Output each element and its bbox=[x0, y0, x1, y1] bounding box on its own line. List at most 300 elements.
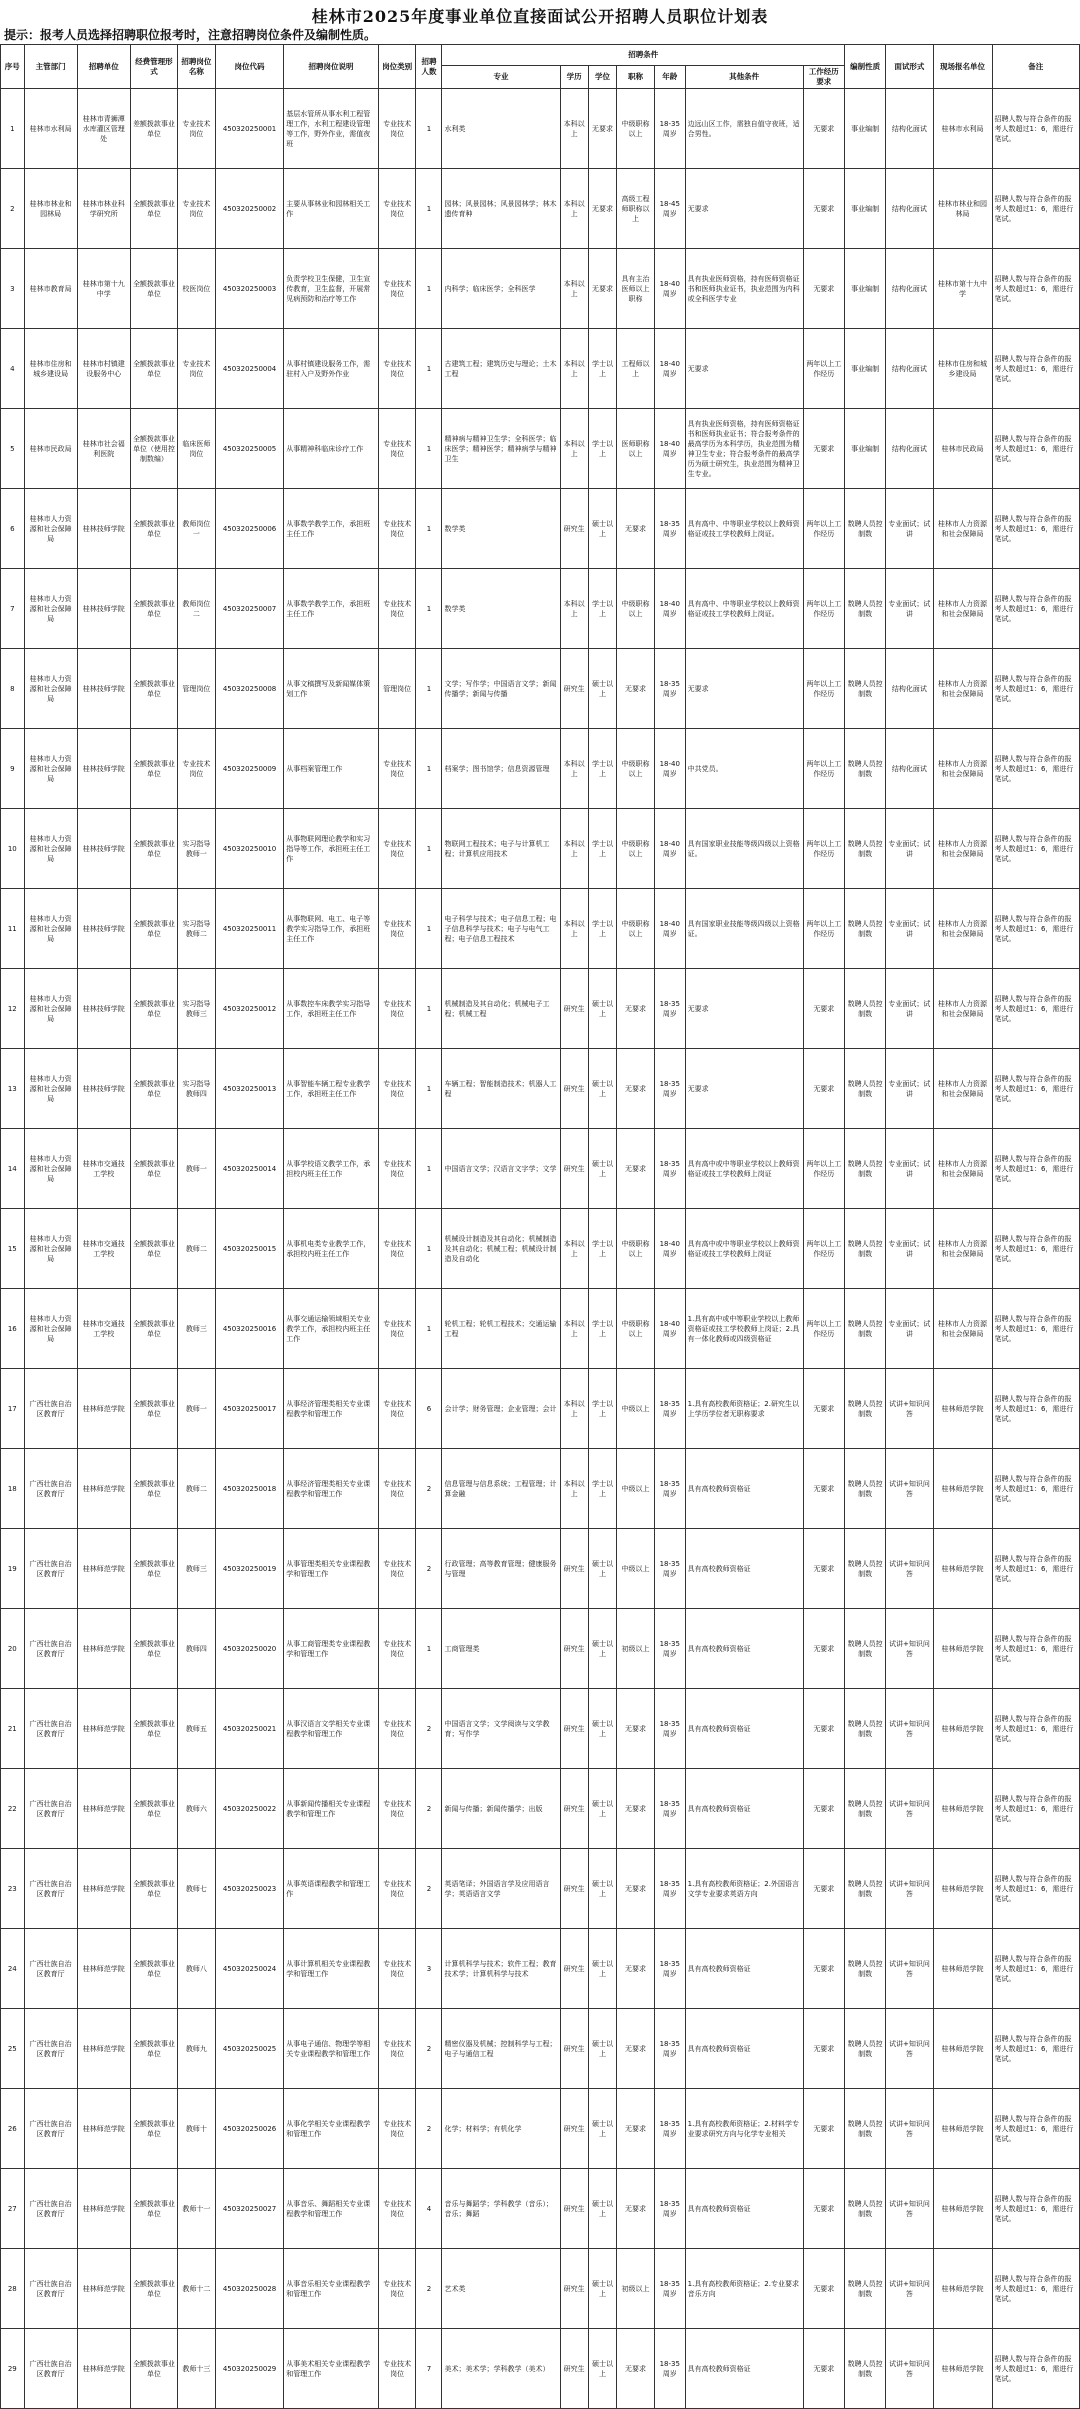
cell-exp: 无要求 bbox=[803, 2009, 844, 2089]
cell-funding: 全额拨款事业单位 bbox=[130, 1289, 177, 1369]
cell-degree: 硕士以上 bbox=[588, 2009, 616, 2089]
cell-funding: 差额拨款事业单位 bbox=[130, 89, 177, 169]
cell-exp: 两年以上工作经历 bbox=[803, 569, 844, 649]
cell-age: 18-35周岁 bbox=[654, 2009, 685, 2089]
cell-staffing: 数聘人员控制数 bbox=[844, 969, 885, 1049]
table-row bbox=[1, 2329, 1080, 2409]
cell-age: 18-35周岁 bbox=[654, 1449, 685, 1529]
cell-remark: 招聘人数与符合条件的报考人数超过1：6，需进行笔试。 bbox=[992, 889, 1079, 969]
cell-remark: 招聘人数与符合条件的报考人数超过1：6，需进行笔试。 bbox=[992, 969, 1079, 1049]
cell-seq: 12 bbox=[1, 969, 25, 1049]
cell-post-type: 专业技术岗位 bbox=[378, 1929, 416, 2009]
cell-interview: 专业面试；试讲 bbox=[886, 489, 933, 569]
cell-other: 具有高校教师资格证 bbox=[685, 1609, 803, 1689]
cell-remark: 招聘人数与符合条件的报考人数超过1：6，需进行笔试。 bbox=[992, 1209, 1079, 1289]
cell-interview: 专业面试；试讲 bbox=[886, 1049, 933, 1129]
cell-staffing: 数聘人员控制数 bbox=[844, 2089, 885, 2169]
cell-unit: 桂林技师学院 bbox=[77, 729, 130, 809]
cell-staffing: 数聘人员控制数 bbox=[844, 2009, 885, 2089]
cell-exp: 两年以上工作经历 bbox=[803, 649, 844, 729]
cell-title: 无要求 bbox=[617, 1129, 655, 1209]
header-seq: 序号 bbox=[1, 45, 25, 89]
cell-post-type: 专业技术岗位 bbox=[378, 809, 416, 889]
cell-dept: 桂林市水利局 bbox=[24, 89, 77, 169]
cell-post-code: 450320250012 bbox=[215, 969, 283, 1049]
cell-title: 无要求 bbox=[617, 1849, 655, 1929]
cell-interview: 专业面试；试讲 bbox=[886, 1209, 933, 1289]
cell-staffing: 数聘人员控制数 bbox=[844, 889, 885, 969]
cell-exp: 无要求 bbox=[803, 1849, 844, 1929]
cell-funding: 全额拨款事业单位 bbox=[130, 1769, 177, 1849]
cell-major: 电子科学与技术；电子信息工程；电子信息科学与技术；电子与电气工程；电子信息工程技术 bbox=[442, 889, 560, 969]
cell-dept: 桂林市人力资源和社会保障局 bbox=[24, 889, 77, 969]
cell-other: 无要求 bbox=[685, 169, 803, 249]
cell-exp: 两年以上工作经历 bbox=[803, 1209, 844, 1289]
cell-edu: 研究生 bbox=[560, 2169, 588, 2249]
cell-interview: 试讲+知识问答 bbox=[886, 2009, 933, 2089]
cell-title: 中级职称以上 bbox=[617, 89, 655, 169]
cell-remark: 招聘人数与符合条件的报考人数超过1：6，需进行笔试。 bbox=[992, 729, 1079, 809]
cell-post-desc: 从事数学教学工作，承担班主任工作 bbox=[284, 489, 378, 569]
cell-unit: 桂林市第十九中学 bbox=[77, 249, 130, 329]
cell-seq: 8 bbox=[1, 649, 25, 729]
cell-count: 1 bbox=[416, 569, 442, 649]
cell-exp: 无要求 bbox=[803, 1049, 844, 1129]
table-row bbox=[1, 89, 1080, 169]
table-row bbox=[1, 1289, 1080, 1369]
cell-site: 桂林师范学院 bbox=[933, 1769, 992, 1849]
cell-count: 1 bbox=[416, 889, 442, 969]
cell-funding: 全额拨款事业单位 bbox=[130, 1529, 177, 1609]
cell-remark: 招聘人数与符合条件的报考人数超过1：6，需进行笔试。 bbox=[992, 1529, 1079, 1609]
cell-post-code: 450320250006 bbox=[215, 489, 283, 569]
table-row bbox=[1, 1369, 1080, 1449]
cell-age: 18-35周岁 bbox=[654, 1129, 685, 1209]
cell-title: 初级以上 bbox=[617, 1609, 655, 1689]
header-remark: 备注 bbox=[992, 45, 1079, 89]
cell-major: 内科学；临床医学；全科医学 bbox=[442, 249, 560, 329]
cell-post-code: 450320250015 bbox=[215, 1209, 283, 1289]
cell-staffing: 数聘人员控制数 bbox=[844, 1049, 885, 1129]
cell-title: 无要求 bbox=[617, 1049, 655, 1129]
cell-count: 1 bbox=[416, 1049, 442, 1129]
cell-post-name: 教师十一 bbox=[178, 2169, 216, 2249]
cell-seq: 26 bbox=[1, 2089, 25, 2169]
cell-post-type: 专业技术岗位 bbox=[378, 1449, 416, 1529]
cell-site: 桂林师范学院 bbox=[933, 1449, 992, 1529]
cell-dept: 广西壮族自治区教育厅 bbox=[24, 2249, 77, 2329]
cell-major: 数学类 bbox=[442, 569, 560, 649]
cell-count: 1 bbox=[416, 329, 442, 409]
cell-age: 18-35周岁 bbox=[654, 1609, 685, 1689]
cell-degree: 硕士以上 bbox=[588, 1689, 616, 1769]
cell-remark: 招聘人数与符合条件的报考人数超过1：6，需进行笔试。 bbox=[992, 1369, 1079, 1449]
cell-post-name: 教师九 bbox=[178, 2009, 216, 2089]
cell-degree: 学士以上 bbox=[588, 1289, 616, 1369]
cell-dept: 广西壮族自治区教育厅 bbox=[24, 2169, 77, 2249]
cell-other: 具有执业医师资格，持有医师资格证书和医师执业证书，执业范围为内科或全科医学专业 bbox=[685, 249, 803, 329]
cell-post-name: 专业技术岗位 bbox=[178, 169, 216, 249]
cell-staffing: 数聘人员控制数 bbox=[844, 489, 885, 569]
cell-site: 桂林市人力资源和社会保障局 bbox=[933, 1129, 992, 1209]
cell-other: 具有国家职业技能等级四级以上资格证。 bbox=[685, 809, 803, 889]
cell-exp: 无要求 bbox=[803, 1929, 844, 2009]
cell-title: 中级以上 bbox=[617, 1529, 655, 1609]
cell-remark: 招聘人数与符合条件的报考人数超过1：6，需进行笔试。 bbox=[992, 2249, 1079, 2329]
cell-title: 中级职称以上 bbox=[617, 1289, 655, 1369]
cell-post-desc: 从事物联网理论教学和实习指导等工作，承担班主任工作 bbox=[284, 809, 378, 889]
cell-funding: 全额拨款事业单位 bbox=[130, 249, 177, 329]
cell-site: 桂林市人力资源和社会保障局 bbox=[933, 569, 992, 649]
cell-interview: 专业面试；试讲 bbox=[886, 569, 933, 649]
cell-site: 桂林市水利局 bbox=[933, 89, 992, 169]
cell-funding: 全额拨款事业单位 bbox=[130, 489, 177, 569]
cell-major: 信息管理与信息系统；工程管理；计算金融 bbox=[442, 1449, 560, 1529]
table-row bbox=[1, 1689, 1080, 1769]
cell-other: 1.具有高校教师资格证；2.研究生以上学历学位者无职称要求 bbox=[685, 1369, 803, 1449]
cell-title: 无要求 bbox=[617, 2009, 655, 2089]
cell-site: 桂林市人力资源和社会保障局 bbox=[933, 969, 992, 1049]
cell-seq: 1 bbox=[1, 89, 25, 169]
cell-post-code: 450320250013 bbox=[215, 1049, 283, 1129]
cell-degree: 硕士以上 bbox=[588, 1609, 616, 1689]
cell-post-type: 专业技术岗位 bbox=[378, 1129, 416, 1209]
cell-post-code: 450320250026 bbox=[215, 2089, 283, 2169]
cell-remark: 招聘人数与符合条件的报考人数超过1：6，需进行笔试。 bbox=[992, 489, 1079, 569]
cell-post-type: 专业技术岗位 bbox=[378, 1529, 416, 1609]
cell-interview: 结构化面试 bbox=[886, 249, 933, 329]
cell-degree: 学士以上 bbox=[588, 1209, 616, 1289]
header-edu: 学历 bbox=[560, 66, 588, 89]
cell-dept: 广西壮族自治区教育厅 bbox=[24, 2329, 77, 2409]
cell-major: 档案学；图书馆学；信息资源管理 bbox=[442, 729, 560, 809]
header-degree: 学位 bbox=[588, 66, 616, 89]
cell-exp: 两年以上工作经历 bbox=[803, 329, 844, 409]
cell-remark: 招聘人数与符合条件的报考人数超过1：6，需进行笔试。 bbox=[992, 89, 1079, 169]
cell-seq: 18 bbox=[1, 1449, 25, 1529]
cell-post-desc: 从事智能车辆工程专业教学工作，承担班主任工作 bbox=[284, 1049, 378, 1129]
document-hint: 提示：报考人员选择招聘职位报考时，注意招聘岗位条件及编制性质。 bbox=[4, 28, 377, 42]
cell-edu: 研究生 bbox=[560, 1769, 588, 1849]
header-funding: 经费管理形式 bbox=[130, 45, 177, 89]
cell-staffing: 数聘人员控制数 bbox=[844, 1689, 885, 1769]
cell-dept: 桂林市人力资源和社会保障局 bbox=[24, 1129, 77, 1209]
header-dept: 主管部门 bbox=[24, 45, 77, 89]
cell-other: 具有高校教师资格证 bbox=[685, 2169, 803, 2249]
cell-dept: 广西壮族自治区教育厅 bbox=[24, 1929, 77, 2009]
cell-seq: 11 bbox=[1, 889, 25, 969]
cell-staffing: 事业编制 bbox=[844, 329, 885, 409]
cell-major: 数学类 bbox=[442, 489, 560, 569]
cell-seq: 7 bbox=[1, 569, 25, 649]
cell-dept: 广西壮族自治区教育厅 bbox=[24, 1849, 77, 1929]
table-row bbox=[1, 1929, 1080, 2009]
cell-dept: 桂林市人力资源和社会保障局 bbox=[24, 809, 77, 889]
cell-age: 18-35周岁 bbox=[654, 1769, 685, 1849]
cell-other: 具有高校教师资格证 bbox=[685, 1929, 803, 2009]
cell-count: 1 bbox=[416, 89, 442, 169]
table-row bbox=[1, 649, 1080, 729]
cell-title: 中级职称以上 bbox=[617, 1209, 655, 1289]
cell-degree: 硕士以上 bbox=[588, 489, 616, 569]
cell-count: 4 bbox=[416, 2169, 442, 2249]
cell-edu: 本科以上 bbox=[560, 569, 588, 649]
cell-post-name: 教师一 bbox=[178, 1129, 216, 1209]
table-row bbox=[1, 2249, 1080, 2329]
cell-edu: 本科以上 bbox=[560, 1209, 588, 1289]
header-site: 现场报名单位 bbox=[933, 45, 992, 89]
cell-post-desc: 从事经济管理类相关专业课程教学和管理工作 bbox=[284, 1369, 378, 1449]
cell-site: 桂林师范学院 bbox=[933, 1689, 992, 1769]
cell-interview: 试讲+知识问答 bbox=[886, 1769, 933, 1849]
cell-edu: 研究生 bbox=[560, 2249, 588, 2329]
cell-post-code: 450320250004 bbox=[215, 329, 283, 409]
cell-post-code: 450320250025 bbox=[215, 2009, 283, 2089]
cell-remark: 招聘人数与符合条件的报考人数超过1：6，需进行笔试。 bbox=[992, 1929, 1079, 2009]
cell-seq: 17 bbox=[1, 1369, 25, 1449]
cell-post-code: 450320250009 bbox=[215, 729, 283, 809]
cell-edu: 本科以上 bbox=[560, 249, 588, 329]
table-row bbox=[1, 1849, 1080, 1929]
cell-funding: 全额拨款事业单位 bbox=[130, 2089, 177, 2169]
cell-title: 无要求 bbox=[617, 1929, 655, 2009]
cell-post-type: 专业技术岗位 bbox=[378, 2009, 416, 2089]
cell-edu: 研究生 bbox=[560, 969, 588, 1049]
header-post-name: 招聘岗位名称 bbox=[178, 45, 216, 89]
cell-dept: 桂林市人力资源和社会保障局 bbox=[24, 969, 77, 1049]
cell-staffing: 数聘人员控制数 bbox=[844, 1209, 885, 1289]
cell-site: 桂林市住房和城乡建设局 bbox=[933, 329, 992, 409]
cell-other: 具有高中、中等职业学校以上教师资格证或技工学校教师上岗证。 bbox=[685, 569, 803, 649]
cell-exp: 无要求 bbox=[803, 2249, 844, 2329]
cell-unit: 桂林市交通技工学校 bbox=[77, 1209, 130, 1289]
cell-site: 桂林师范学院 bbox=[933, 2329, 992, 2409]
cell-exp: 两年以上工作经历 bbox=[803, 489, 844, 569]
cell-other: 具有高中或中等职业学校以上教师资格证或技工学校教师上岗证 bbox=[685, 1129, 803, 1209]
cell-edu: 本科以上 bbox=[560, 89, 588, 169]
cell-degree: 学士以上 bbox=[588, 889, 616, 969]
cell-dept: 广西壮族自治区教育厅 bbox=[24, 1529, 77, 1609]
table-row bbox=[1, 169, 1080, 249]
recruitment-table bbox=[0, 44, 1080, 2409]
cell-site: 桂林师范学院 bbox=[933, 1849, 992, 1929]
cell-post-name: 管理岗位 bbox=[178, 649, 216, 729]
cell-funding: 全额拨款事业单位 bbox=[130, 569, 177, 649]
cell-edu: 本科以上 bbox=[560, 1289, 588, 1369]
cell-post-code: 450320250016 bbox=[215, 1289, 283, 1369]
cell-site: 桂林市人力资源和社会保障局 bbox=[933, 1049, 992, 1129]
cell-post-desc: 从事文稿撰写及新闻媒体策划工作 bbox=[284, 649, 378, 729]
cell-post-code: 450320250008 bbox=[215, 649, 283, 729]
cell-staffing: 数聘人员控制数 bbox=[844, 2329, 885, 2409]
cell-title: 无要求 bbox=[617, 1689, 655, 1769]
cell-exp: 无要求 bbox=[803, 2169, 844, 2249]
cell-staffing: 数聘人员控制数 bbox=[844, 1849, 885, 1929]
cell-post-type: 专业技术岗位 bbox=[378, 1369, 416, 1449]
cell-post-type: 专业技术岗位 bbox=[378, 89, 416, 169]
cell-remark: 招聘人数与符合条件的报考人数超过1：6，需进行笔试。 bbox=[992, 1849, 1079, 1929]
table-row bbox=[1, 489, 1080, 569]
cell-unit: 桂林市交通技工学校 bbox=[77, 1129, 130, 1209]
cell-post-desc: 主要从事林业和园林相关工作 bbox=[284, 169, 378, 249]
cell-interview: 专业面试；试讲 bbox=[886, 809, 933, 889]
cell-post-name: 教师六 bbox=[178, 1769, 216, 1849]
cell-funding: 全额拨款事业单位 bbox=[130, 1449, 177, 1529]
cell-post-name: 实习指导教师四 bbox=[178, 1049, 216, 1129]
cell-degree: 硕士以上 bbox=[588, 969, 616, 1049]
cell-count: 1 bbox=[416, 809, 442, 889]
cell-count: 2 bbox=[416, 1849, 442, 1929]
cell-exp: 两年以上工作经历 bbox=[803, 889, 844, 969]
cell-site: 桂林市民政局 bbox=[933, 409, 992, 489]
cell-dept: 桂林市人力资源和社会保障局 bbox=[24, 1289, 77, 1369]
cell-degree: 学士以上 bbox=[588, 1369, 616, 1449]
cell-interview: 结构化面试 bbox=[886, 89, 933, 169]
cell-title: 中级以上 bbox=[617, 1449, 655, 1529]
cell-dept: 广西壮族自治区教育厅 bbox=[24, 2089, 77, 2169]
cell-funding: 全额拨款事业单位 bbox=[130, 1849, 177, 1929]
cell-other: 1.具有高校教师资格证；2.专业要求音乐方向 bbox=[685, 2249, 803, 2329]
cell-post-type: 专业技术岗位 bbox=[378, 2169, 416, 2249]
header-age: 年龄 bbox=[654, 66, 685, 89]
cell-post-desc: 从事经济管理类相关专业课程教学和管理工作 bbox=[284, 1449, 378, 1529]
cell-edu: 本科以上 bbox=[560, 329, 588, 409]
cell-count: 1 bbox=[416, 1129, 442, 1209]
cell-site: 桂林市人力资源和社会保障局 bbox=[933, 729, 992, 809]
cell-remark: 招聘人数与符合条件的报考人数超过1：6，需进行笔试。 bbox=[992, 249, 1079, 329]
cell-unit: 桂林师范学院 bbox=[77, 1449, 130, 1529]
cell-remark: 招聘人数与符合条件的报考人数超过1：6，需进行笔试。 bbox=[992, 1449, 1079, 1529]
cell-exp: 两年以上工作经历 bbox=[803, 729, 844, 809]
cell-unit: 桂林技师学院 bbox=[77, 1049, 130, 1129]
cell-degree: 学士以上 bbox=[588, 569, 616, 649]
table-row bbox=[1, 1129, 1080, 1209]
header-staffing: 编制性质 bbox=[844, 45, 885, 89]
cell-staffing: 数聘人员控制数 bbox=[844, 1609, 885, 1689]
cell-age: 18-35周岁 bbox=[654, 2089, 685, 2169]
cell-unit: 桂林技师学院 bbox=[77, 969, 130, 1049]
cell-post-name: 专业技术岗位 bbox=[178, 89, 216, 169]
cell-title: 工程师以上 bbox=[617, 329, 655, 409]
cell-post-name: 教师十 bbox=[178, 2089, 216, 2169]
cell-major: 新闻与传播；新闻传播学；出版 bbox=[442, 1769, 560, 1849]
cell-post-desc: 从事美术相关专业课程教学和管理工作 bbox=[284, 2329, 378, 2409]
cell-post-desc: 从事新闻传播相关专业课程教学和管理工作 bbox=[284, 1769, 378, 1849]
cell-remark: 招聘人数与符合条件的报考人数超过1：6，需进行笔试。 bbox=[992, 409, 1079, 489]
cell-post-name: 校医岗位 bbox=[178, 249, 216, 329]
cell-dept: 广西壮族自治区教育厅 bbox=[24, 1609, 77, 1689]
cell-exp: 无要求 bbox=[803, 169, 844, 249]
cell-post-name: 教师二 bbox=[178, 1449, 216, 1529]
cell-post-type: 专业技术岗位 bbox=[378, 2329, 416, 2409]
header-other: 其他条件 bbox=[685, 66, 803, 89]
cell-post-code: 450320250011 bbox=[215, 889, 283, 969]
cell-age: 18-40周岁 bbox=[654, 889, 685, 969]
cell-funding: 全额拨款事业单位 bbox=[130, 809, 177, 889]
cell-post-desc: 从事计算机相关专业课程教学和管理工作 bbox=[284, 1929, 378, 2009]
cell-other: 具有高中或中等职业学校以上教师资格证或技工学校教师上岗证 bbox=[685, 1209, 803, 1289]
cell-degree: 硕士以上 bbox=[588, 1529, 616, 1609]
cell-post-name: 教师岗位一 bbox=[178, 489, 216, 569]
header-unit: 招聘单位 bbox=[77, 45, 130, 89]
cell-unit: 桂林市村镇建设服务中心 bbox=[77, 329, 130, 409]
cell-major: 音乐与舞蹈学；学科教学（音乐）；音乐；舞蹈 bbox=[442, 2169, 560, 2249]
cell-major: 计算机科学与技术；软件工程；教育技术学；计算机科学与技术 bbox=[442, 1929, 560, 2009]
cell-interview: 试讲+知识问答 bbox=[886, 1849, 933, 1929]
cell-exp: 两年以上工作经历 bbox=[803, 1129, 844, 1209]
cell-other: 1.具有高校教师资格证；2.材料学专业要求研究方向与化学专业相关 bbox=[685, 2089, 803, 2169]
cell-site: 桂林师范学院 bbox=[933, 2249, 992, 2329]
cell-edu: 研究生 bbox=[560, 649, 588, 729]
cell-site: 桂林师范学院 bbox=[933, 1369, 992, 1449]
cell-interview: 专业面试；试讲 bbox=[886, 1289, 933, 1369]
table-row bbox=[1, 1449, 1080, 1529]
cell-major: 机械制造及其自动化；机械电子工程；机械工程 bbox=[442, 969, 560, 1049]
cell-exp: 无要求 bbox=[803, 1769, 844, 1849]
cell-site: 桂林市人力资源和社会保障局 bbox=[933, 809, 992, 889]
cell-remark: 招聘人数与符合条件的报考人数超过1：6，需进行笔试。 bbox=[992, 1129, 1079, 1209]
cell-remark: 招聘人数与符合条件的报考人数超过1：6，需进行笔试。 bbox=[992, 1289, 1079, 1369]
cell-edu: 研究生 bbox=[560, 2329, 588, 2409]
cell-site: 桂林师范学院 bbox=[933, 2169, 992, 2249]
cell-unit: 桂林师范学院 bbox=[77, 1929, 130, 2009]
cell-unit: 桂林师范学院 bbox=[77, 2249, 130, 2329]
cell-exp: 两年以上工作经历 bbox=[803, 1289, 844, 1369]
cell-exp: 无要求 bbox=[803, 1449, 844, 1529]
cell-funding: 全额拨款事业单位 bbox=[130, 729, 177, 809]
cell-unit: 桂林师范学院 bbox=[77, 1529, 130, 1609]
cell-other: 无要求 bbox=[685, 649, 803, 729]
cell-post-code: 450320250002 bbox=[215, 169, 283, 249]
cell-post-desc: 从事物联网、电工、电子等教学实习指导工作，承担班主任工作 bbox=[284, 889, 378, 969]
cell-edu: 研究生 bbox=[560, 1049, 588, 1129]
cell-degree: 学士以上 bbox=[588, 409, 616, 489]
cell-age: 18-35周岁 bbox=[654, 1689, 685, 1769]
cell-age: 18-40周岁 bbox=[654, 1209, 685, 1289]
table-row bbox=[1, 1609, 1080, 1689]
cell-age: 18-40周岁 bbox=[654, 1289, 685, 1369]
cell-degree: 硕士以上 bbox=[588, 1769, 616, 1849]
cell-funding: 全额拨款事业单位 bbox=[130, 969, 177, 1049]
cell-unit: 桂林技师学院 bbox=[77, 889, 130, 969]
cell-degree: 硕士以上 bbox=[588, 1849, 616, 1929]
cell-other: 具有执业医师资格，持有医师资格证书和医师执业证书；符合报考条件的最高学历为本科学历，执业范围为精神卫生专业；符合报考条件的最高学历为硕士研究生，执业范围为精神卫生专业。 bbox=[685, 409, 803, 489]
cell-site: 桂林师范学院 bbox=[933, 1529, 992, 1609]
cell-count: 2 bbox=[416, 1689, 442, 1769]
cell-post-code: 450320250029 bbox=[215, 2329, 283, 2409]
cell-count: 2 bbox=[416, 2009, 442, 2089]
cell-other: 具有高校教师资格证 bbox=[685, 2009, 803, 2089]
cell-age: 18-35周岁 bbox=[654, 2249, 685, 2329]
cell-post-desc: 从事汉语言文学相关专业课程教学和管理工作 bbox=[284, 1689, 378, 1769]
cell-other: 中共党员。 bbox=[685, 729, 803, 809]
cell-degree: 无要求 bbox=[588, 169, 616, 249]
cell-age: 18-35周岁 bbox=[654, 1049, 685, 1129]
cell-post-desc: 从事工商管理类专业课程教学和管理工作 bbox=[284, 1609, 378, 1689]
cell-edu: 研究生 bbox=[560, 1929, 588, 2009]
cell-post-desc: 从事数控车床教学实习指导工作，承担班主任工作 bbox=[284, 969, 378, 1049]
cell-post-desc: 从事英语课程教学和管理工作 bbox=[284, 1849, 378, 1929]
cell-staffing: 数聘人员控制数 bbox=[844, 729, 885, 809]
cell-title: 无要求 bbox=[617, 649, 655, 729]
cell-post-code: 450320250019 bbox=[215, 1529, 283, 1609]
cell-count: 2 bbox=[416, 1769, 442, 1849]
cell-unit: 桂林师范学院 bbox=[77, 2089, 130, 2169]
cell-staffing: 数聘人员控制数 bbox=[844, 1769, 885, 1849]
table-row bbox=[1, 409, 1080, 489]
cell-edu: 本科以上 bbox=[560, 1369, 588, 1449]
cell-post-name: 教师岗位二 bbox=[178, 569, 216, 649]
